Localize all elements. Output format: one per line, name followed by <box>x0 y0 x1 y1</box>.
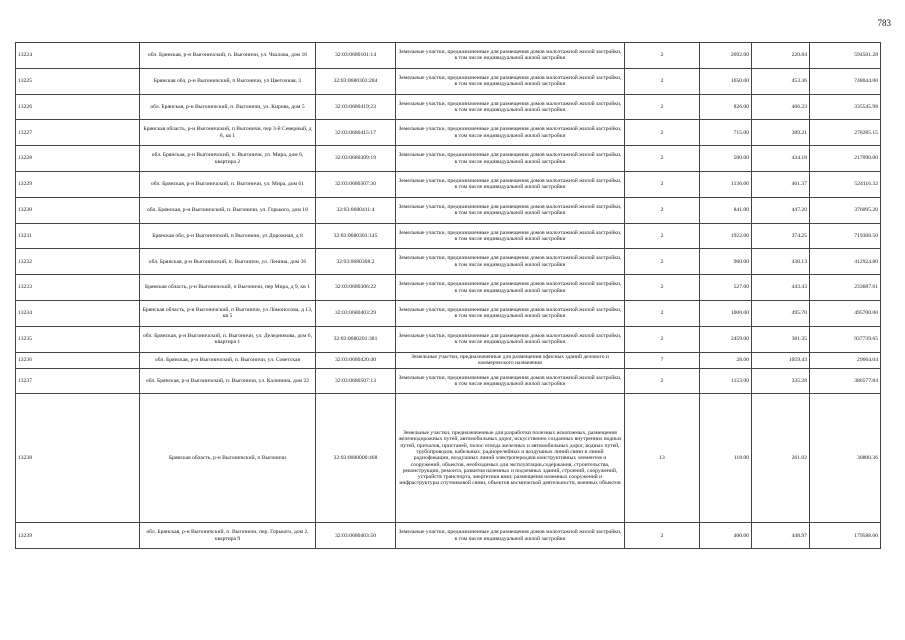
address-cell: обл. Брянская, р-н Выгоничский, п. Выгоничи, пер. Горького, дом 2, квартира 9 <box>140 523 316 549</box>
cadastral-value-cell: 412924.80 <box>810 249 881 275</box>
specific-value-cell: 261.02 <box>752 394 810 523</box>
cadastral-value-cell: 495700.00 <box>810 300 881 326</box>
cadastral-number-cell: 32:03:0680101:14 <box>316 43 396 69</box>
address-cell: обл. Брянская, р-н Выгоничский, п. Выгоничи, ул. Советская <box>140 352 316 368</box>
area-cell: 118.00 <box>700 394 752 523</box>
area-cell: 28.00 <box>700 352 752 368</box>
address-cell: обл. Брянская, р-н Выгоничский, п. Выгоничи, ул. Деледникова, дом 6, квартира 1 <box>140 326 316 352</box>
cadastral-value-cell: 30800.36 <box>810 394 881 523</box>
group-cell: 2 <box>625 197 700 223</box>
land-use-cell: Земельные участки, предназначенные для размещения домов малоэтажной жилой застройки, в том числе индивидуальной жилой застройки <box>396 223 625 249</box>
land-use-cell: Земельные участки, предназначенные для размещения домов малоэтажной жилой застройки, в том числе индивидуальной жилой застройки <box>396 171 625 197</box>
land-use-cell: Земельные участки, предназначенные для размещения домов малоэтажной жилой застройки, в том числе индивидуальной жилой застройки <box>396 120 625 146</box>
row-number-cell: 13233 <box>16 275 140 301</box>
row-number-cell: 13236 <box>16 352 140 368</box>
land-use-cell: Земельные участки, предназначенные для размещения домов малоэтажной жилой застройки, в том числе индивидуальной жилой застройки <box>396 300 625 326</box>
area-cell: 1153.00 <box>700 368 752 394</box>
address-cell: Брянская область, р-н Выгоничский, п Выгоничи, пер 3-й Северный, д 8, кв 1 <box>140 120 316 146</box>
row-number-cell: 13230 <box>16 197 140 223</box>
area-cell: 2459.00 <box>700 326 752 352</box>
specific-value-cell: 335.28 <box>752 368 810 394</box>
table-row <box>16 249 881 275</box>
row-number-cell: 13232 <box>16 249 140 275</box>
table-row <box>16 523 881 549</box>
row-number-cell: 13238 <box>16 394 140 523</box>
cadastral-value-cell: 376095.20 <box>810 197 881 223</box>
table-row <box>16 120 881 146</box>
specific-value-cell: 495.70 <box>752 300 810 326</box>
cadastral-number-cell: 32:03:0680419:23 <box>316 94 396 120</box>
cadastral-value-table <box>15 42 881 549</box>
cadastral-number-cell: 32:03:0680303:145 <box>316 223 396 249</box>
address-cell: Брянская область, р-н Выгоничский, п Выгоничи <box>140 394 316 523</box>
row-number-cell: 13224 <box>16 43 140 69</box>
specific-value-cell: 443.43 <box>752 275 810 301</box>
table-row <box>16 352 881 368</box>
group-cell: 2 <box>625 249 700 275</box>
specific-value-cell: 434.18 <box>752 146 810 172</box>
group-cell: 2 <box>625 43 700 69</box>
table-row <box>16 300 881 326</box>
specific-value-cell: 374.25 <box>752 223 810 249</box>
table-row <box>16 275 881 301</box>
group-cell: 2 <box>625 326 700 352</box>
group-cell: 2 <box>625 523 700 549</box>
cadastral-value-cell: 217090.00 <box>810 146 881 172</box>
area-cell: 1000.00 <box>700 300 752 326</box>
group-cell: 2 <box>625 275 700 301</box>
cadastral-value-cell: 278285.15 <box>810 120 881 146</box>
specific-value-cell: 461.37 <box>752 171 810 197</box>
row-number-cell: 13235 <box>16 326 140 352</box>
row-number-cell: 13234 <box>16 300 140 326</box>
cadastral-value-cell: 386577.84 <box>810 368 881 394</box>
row-number-cell: 13231 <box>16 223 140 249</box>
row-number-cell: 13227 <box>16 120 140 146</box>
table-row <box>16 146 881 172</box>
area-cell: 960.00 <box>700 249 752 275</box>
table-row <box>16 68 881 94</box>
address-cell: обл. Брянская, р-н Выгоничский, п. Выгоничи, ул. Чкалова, дом 16 <box>140 43 316 69</box>
cadastral-number-cell: 32:03:0680420:40 <box>316 352 396 368</box>
area-cell: 826.00 <box>700 94 752 120</box>
cadastral-value-cell: 748044.00 <box>810 68 881 94</box>
address-cell: обл. Брянская, р-н Выгоничский, п. Выгоничи, ул. Горького, дом 18 <box>140 197 316 223</box>
cadastral-number-cell: 32:03:0000000:468 <box>316 394 396 523</box>
area-cell: 841.00 <box>700 197 752 223</box>
land-use-cell: Земельные участки, предназначенные для размещения домов малоэтажной жилой застройки, в том числе индивидуальной жилой застройки <box>396 249 625 275</box>
table-row <box>16 197 881 223</box>
land-use-cell: Земельные участки, предназначенные для размещения домов малоэтажной жилой застройки, в том числе индивидуальной жилой застройки <box>396 43 625 69</box>
address-cell: обл. Брянская, р-н Выгоничский, п. Выгоничи, ул. Мира, дом 6, квартира 2 <box>140 146 316 172</box>
area-cell: 500.00 <box>700 146 752 172</box>
group-cell: 2 <box>625 94 700 120</box>
page-number: 783 <box>877 18 891 28</box>
cadastral-value-cell: 233687.61 <box>810 275 881 301</box>
table-row <box>16 368 881 394</box>
cadastral-number-cell: 32:03:0680403:29 <box>316 300 396 326</box>
area-cell: 400.00 <box>700 523 752 549</box>
specific-value-cell: 406.23 <box>752 94 810 120</box>
land-use-cell: Земельные участки, предназначенные для размещения офисных зданий делового и коммерческого назначения <box>396 352 625 368</box>
specific-value-cell: 447.20 <box>752 197 810 223</box>
cadastral-value-cell: 335545.98 <box>810 94 881 120</box>
cadastral-number-cell: 32:03:0680411:4 <box>316 197 396 223</box>
row-number-cell: 13237 <box>16 368 140 394</box>
table-body <box>16 43 881 549</box>
specific-value-cell: 220.84 <box>752 43 810 69</box>
cadastral-value-cell: 29664.04 <box>810 352 881 368</box>
cadastral-value-cell: 594501.28 <box>810 43 881 69</box>
table-row <box>16 171 881 197</box>
land-use-cell: Земельные участки, предназначенные для размещения домов малоэтажной жилой застройки, в том числе индивидуальной жилой застройки <box>396 368 625 394</box>
area-cell: 1650.00 <box>700 68 752 94</box>
group-cell: 2 <box>625 171 700 197</box>
area-cell: 715.00 <box>700 120 752 146</box>
address-cell: Брянская область, р-н Выгоничский, п Выгоничи, пер Мира, д 9, кв 1 <box>140 275 316 301</box>
group-cell: 2 <box>625 223 700 249</box>
land-use-cell: Земельные участки, предназначенные для размещения домов малоэтажной жилой застройки, в том числе индивидуальной жилой застройки <box>396 326 625 352</box>
table-row <box>16 223 881 249</box>
group-cell: 7 <box>625 352 700 368</box>
cadastral-number-cell: 32:03:0680303:284 <box>316 68 396 94</box>
cadastral-value-cell: 524116.32 <box>810 171 881 197</box>
cadastral-number-cell: 32:03:0680308:2 <box>316 249 396 275</box>
land-use-cell: Земельные участки, предназначенные для размещения домов малоэтажной жилой застройки, в том числе индивидуальной жилой застройки <box>396 68 625 94</box>
cadastral-number-cell: 32:03:0680201:381 <box>316 326 396 352</box>
area-cell: 2692.00 <box>700 43 752 69</box>
cadastral-value-cell: 719308.50 <box>810 223 881 249</box>
land-use-cell: Земельные участки, предназначенные для размещения домов малоэтажной жилой застройки, в том числе индивидуальной жилой застройки <box>396 523 625 549</box>
specific-value-cell: 381.35 <box>752 326 810 352</box>
table-row <box>16 394 881 523</box>
cadastral-number-cell: 32:03:0680415:17 <box>316 120 396 146</box>
table-row <box>16 43 881 69</box>
land-use-cell: Земельные участки, предназначенные для размещения домов малоэтажной жилой застройки, в том числе индивидуальной жилой застройки <box>396 94 625 120</box>
group-cell: 13 <box>625 394 700 523</box>
land-use-cell: Земельные участки, предназначенные для разработки полезных ископаемых, размещения железнодорожных путей, автомобильных дорог, искусственно созданных внутренних водных путей, причалов, пристаней, полос отвода железных и автомобильных дорог, водных путей, трубопроводов, кабельных, радиорелейных и воздушных линий связи и линий радиофикации, воздушных линий электропередачи конструктивных элементов и сооружений, объектов, необходимых для эксплуатации,содержания, строительства, реконструкции, ремонта, развития наземных и подземных зданий, строений, сооружений, устройств транспорта, энергетики вязи; размещения наземных сооружений и инфраструктуры спутниковой связи, объектов космической деятельности, военных объектов <box>396 394 625 523</box>
specific-value-cell: 453.36 <box>752 68 810 94</box>
cadastral-number-cell: 32:03:0680307:30 <box>316 171 396 197</box>
address-cell: Брянская обл, р-н Выгоничский, п Выгоничи, ул Цветочная, 3 <box>140 68 316 94</box>
address-cell: обл. Брянская, р-н Выгоничский, п. Выгоничи, ул. Мира, дом 61 <box>140 171 316 197</box>
cadastral-value-cell: 937739.65 <box>810 326 881 352</box>
group-cell: 2 <box>625 300 700 326</box>
land-use-cell: Земельные участки, предназначенные для размещения домов малоэтажной жилой застройки, в том числе индивидуальной жилой застройки <box>396 197 625 223</box>
specific-value-cell: 389.21 <box>752 120 810 146</box>
row-number-cell: 13225 <box>16 68 140 94</box>
address-cell: Брянская область, р-н Выгоничский, п Выгоничи, ул Ломоносова, д 13, кв 5 <box>140 300 316 326</box>
address-cell: обл. Брянская, р-н Выгоничский, п. Выгоничи, ул. Калинина, дом 22 <box>140 368 316 394</box>
area-cell: 1922.00 <box>700 223 752 249</box>
area-cell: 527.00 <box>700 275 752 301</box>
address-cell: Брянская обл, р-н Выгоничский, п Выгоничи, ул Дорожная, д 8 <box>140 223 316 249</box>
group-cell: 2 <box>625 68 700 94</box>
cadastral-number-cell: 32:03:0680309:19 <box>316 146 396 172</box>
cadastral-number-cell: 32:03:0680403:50 <box>316 523 396 549</box>
group-cell: 2 <box>625 120 700 146</box>
address-cell: обл. Брянская, р-н Выгоничский, п. Выгоничи, ул. Кирова, дом 5 <box>140 94 316 120</box>
table-row <box>16 94 881 120</box>
cadastral-number-cell: 32:03:0680507:13 <box>316 368 396 394</box>
group-cell: 2 <box>625 368 700 394</box>
specific-value-cell: 448.97 <box>752 523 810 549</box>
row-number-cell: 13239 <box>16 523 140 549</box>
cadastral-value-cell: 179588.00 <box>810 523 881 549</box>
area-cell: 1136.00 <box>700 171 752 197</box>
cadastral-number-cell: 32:03:0680306:22 <box>316 275 396 301</box>
specific-value-cell: 1059.43 <box>752 352 810 368</box>
table-row <box>16 326 881 352</box>
land-use-cell: Земельные участки, предназначенные для размещения домов малоэтажной жилой застройки, в том числе индивидуальной жилой застройки <box>396 275 625 301</box>
row-number-cell: 13229 <box>16 171 140 197</box>
row-number-cell: 13228 <box>16 146 140 172</box>
specific-value-cell: 430.13 <box>752 249 810 275</box>
group-cell: 2 <box>625 146 700 172</box>
address-cell: обл. Брянская, р-н Выгоничский, п. Выгоничи, ул. Ленина, дом 36 <box>140 249 316 275</box>
land-use-cell: Земельные участки, предназначенные для размещения домов малоэтажной жилой застройки, в том числе индивидуальной жилой застройки <box>396 146 625 172</box>
row-number-cell: 13226 <box>16 94 140 120</box>
